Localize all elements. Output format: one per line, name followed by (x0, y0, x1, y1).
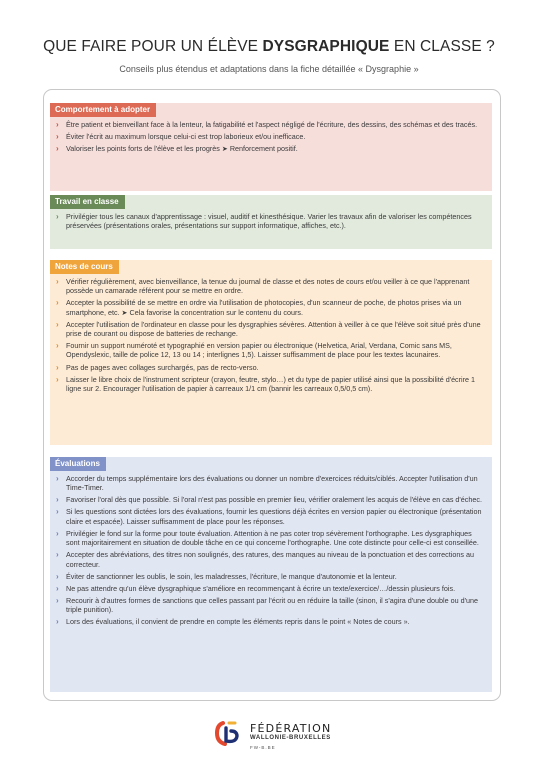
section-comportement (50, 103, 492, 191)
chevron-right-icon: › (56, 144, 59, 154)
chevron-right-icon: › (56, 298, 59, 308)
list-item: › Accepter des abréviations, des titres non soulignés, des ratures, des manques au niveau de la ponctuation et des corrections au correcteur. (56, 550, 474, 569)
section-header: Notes de cours (50, 260, 119, 274)
chevron-right-icon: › (56, 132, 59, 142)
section-notes (50, 260, 492, 445)
logo-subtitle: WALLONIE-BRUXELLES (250, 735, 331, 741)
logo-tagline: FW-B.BE (250, 745, 276, 750)
section-travail (50, 195, 492, 249)
list-item: › Éviter l'écrit au maximum lorsque celui-ci est trop laborieux et/ou inefficace. (56, 132, 306, 142)
list-item: › Fournir un support numéroté et typographié en version papier ou électronique (Helvetica, Arial, Verdana, Comic sans MS, Opendyslexic, taille de police 12, 13 ou 14 ; interlignes 1,5). Laisser suffisamment de place pour les textes lacunaires. (56, 341, 452, 360)
chevron-right-icon: › (56, 362, 59, 372)
list-item: › Accepter l'utilisation de l'ordinateur en classe pour les dysgraphies sévères. Attention à veiller à ce que l'élève soit situé près d'une prise de courant ou dispose de batteries de rechange. (56, 319, 481, 339)
page-title: QUE FAIRE POUR UN ÉLÈVE DYSGRAPHIQUE EN CLASSE ? (43, 38, 495, 55)
list-item: › Être patient et bienveillant face à la lenteur, la fatigabilité et l'aspect négligé de l'écriture, des dessins, des schémas et des tracés. (56, 120, 478, 129)
list-item: › Privilégier tous les canaux d'apprentissage : visuel, auditif et kinesthésique. Varier les travaux afin de valoriser les compétences préservées (présentations orales, présentations sur support informatique, affiches, etc.). (56, 212, 472, 231)
chevron-right-icon: › (56, 212, 59, 221)
list-item: › Ne pas attendre qu'un élève dysgraphique s'améliore en recommençant à écrire un texte/exercice/…/dessin plusieurs fois. (56, 583, 456, 593)
list-item: › Laisser le libre choix de l'instrument scripteur (crayon, feutre, stylo…) et du type de papier utilisé ainsi que la possibilité d'écrire 1 ligne sur 2. Encourager l'utilisation de papier à carreaux 1/1 cm (bannir les carreaux 0,5/0,5 cm). (56, 374, 476, 393)
chevron-right-icon: › (56, 341, 59, 351)
page-subtitle: Conseils plus étendus et adaptations dans la fiche détaillée « Dysgraphie » (119, 64, 419, 74)
list-item: › Recourir à d'autres formes de sanctions que celles passant par l'écrit ou en réduire la taille (sinon, il s'agira d'une double ou d'une triple punition). (56, 595, 478, 615)
chevron-right-icon: › (56, 617, 59, 627)
fwb-logo-icon (214, 719, 242, 747)
chevron-right-icon: › (56, 474, 59, 483)
list-item: › Valoriser les points forts de l'élève et les progrès ➤ Renforcement positif. (56, 144, 298, 154)
chevron-right-icon: › (56, 277, 59, 286)
list-item: › Lors des évaluations, il convient de prendre en compte les éléments repris dans le point « Notes de cours ». (56, 617, 410, 627)
list-item: › Favoriser l'oral dès que possible. Si l'oral n'est pas possible en premier lieu, vérifier oralement les acquis de l'élève en cas d'échec. (56, 495, 482, 505)
chevron-right-icon: › (56, 319, 59, 329)
chevron-right-icon: › (56, 528, 59, 538)
list-item: › Vérifier régulièrement, avec bienveillance, la tenue du journal de classe et des notes de cours et/ou veiller à ce que l'apprenant possède un camarade référent pour se mettre en ordre. (56, 277, 470, 296)
list-item: › Si les questions sont dictées lors des évaluations, fournir les questions déjà écrites en version papier ou électronique (présentation claire et espacée). Laisser suffisamment de place pour les réponses. (56, 507, 482, 526)
list-item: › Éviter de sanctionner les oublis, le soin, les maladresses, l'écriture, le manque d'autonomie et la lenteur. (56, 571, 397, 581)
list-item: › Accepter la possibilité de se mettre en ordre via l'utilisation de photocopies, d'un scanneur de poche, de photos prises via un smartphone, etc. ➤ Cela favorise la concentration sur le contenu du cours. (56, 298, 462, 317)
chevron-right-icon: › (56, 507, 59, 517)
chevron-right-icon: › (56, 495, 59, 505)
chevron-right-icon: › (56, 550, 59, 560)
list-item: › Pas de pages avec collages surchargés, pas de recto-verso. (56, 362, 259, 372)
section-evaluations (50, 457, 492, 692)
section-header: Travail en classe (50, 195, 125, 209)
chevron-right-icon: › (56, 595, 59, 605)
logo-name: FÉDÉRATION (250, 722, 332, 735)
chevron-right-icon: › (56, 583, 59, 593)
federation-logo (214, 717, 334, 757)
section-header: Comportement à adopter (50, 103, 156, 117)
chevron-right-icon: › (56, 120, 59, 129)
section-header: Évaluations (50, 457, 106, 471)
list-item: › Privilégier le fond sur la forme pour toute évaluation. Attention à ne pas coter trop sévèrement l'orthographe. Les dysgraphiques sont majoritairement en situation de double tâche en ce qui concerne l'orthographe. Une cote distincte pour celle-ci est conseillée. (56, 528, 479, 548)
chevron-right-icon: › (56, 374, 59, 384)
chevron-right-icon: › (56, 571, 59, 581)
list-item: › Accorder du temps supplémentaire lors des évaluations ou donner un nombre d'exercices réduits/ciblés. Accepter l'utilisation d'un Time-Timer. (56, 474, 478, 493)
